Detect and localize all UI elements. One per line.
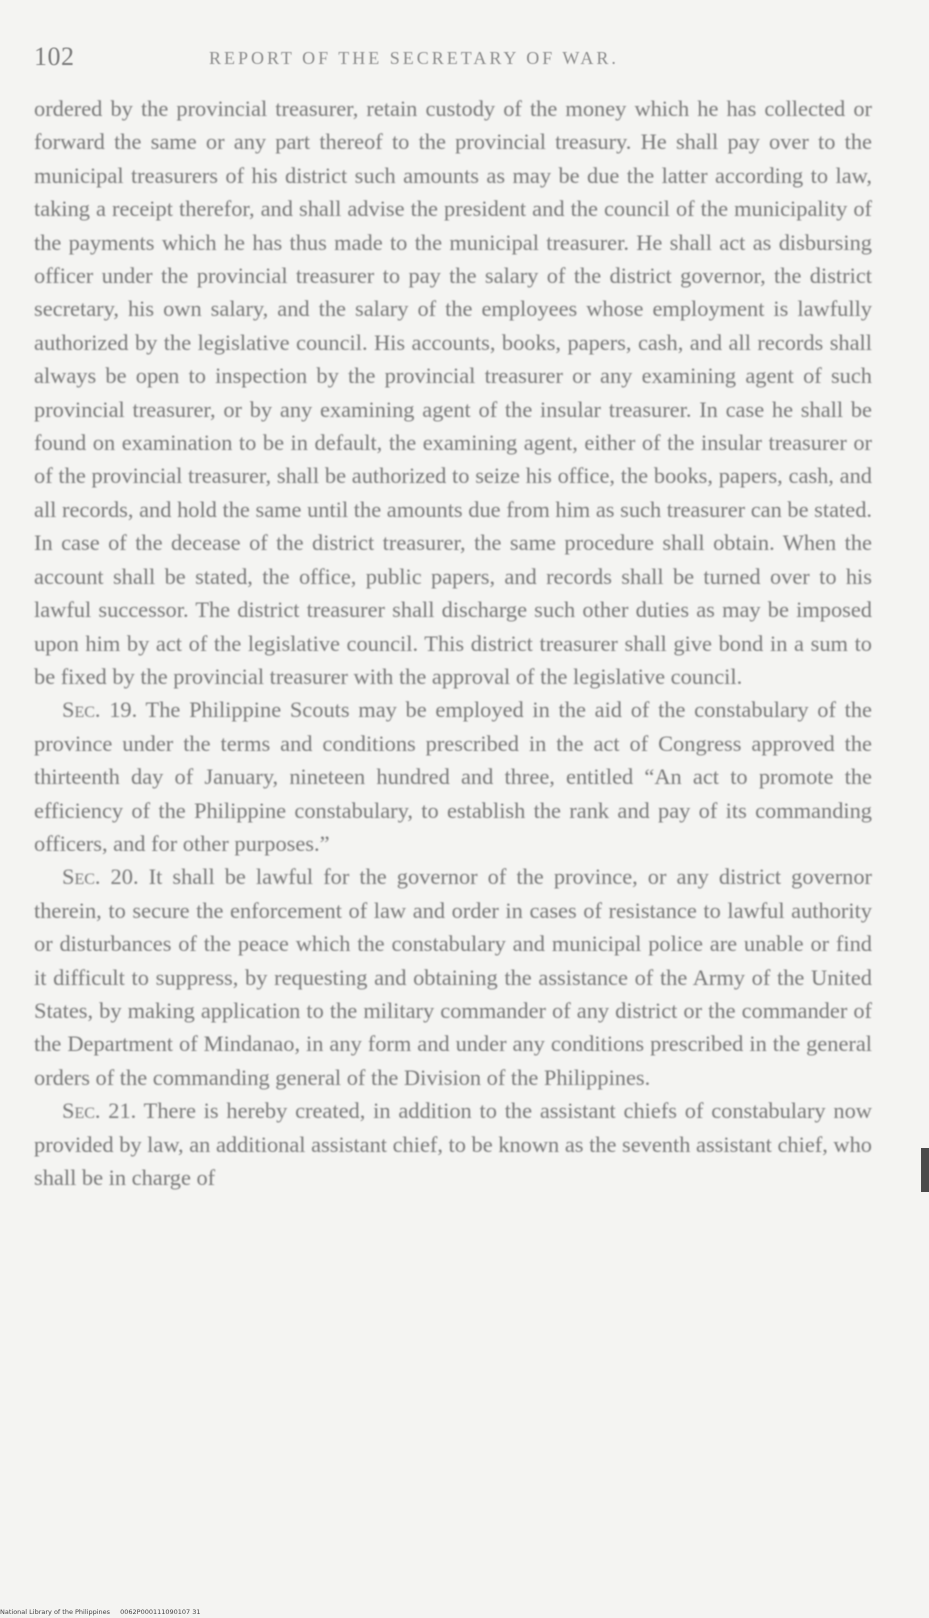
section-label: Sec. 19.: [62, 697, 138, 723]
page-header: [34, 38, 884, 78]
paragraph-text: There is hereby created, in addition to the assistant chiefs of constabulary now provided by law, an additional assistant chief, to be known as the seventh assistant chief, who shall be in charge of: [34, 1098, 872, 1190]
scan-edge-mark: [921, 1148, 929, 1192]
paragraph-sec-20: [34, 860, 872, 1094]
paragraph-sec-19: [34, 693, 872, 860]
section-label: Sec. 21.: [62, 1098, 137, 1124]
footer-id: 0062P000111090107 31: [120, 1608, 201, 1616]
scan-footer: [0, 1608, 209, 1616]
page-number: 102: [34, 42, 75, 71]
paragraph-text: It shall be lawful for the governor of the province, or any district governor therein, to secure the enforcement of law and order in cases of resistance to lawful authority or disturbances of the peace which the constabulary and municipal police are unable or find it difficult to suppress, by requesting and obtaining the assistance of the Army of the United States, by making application to the military commander of any district or the commander of the Department of Mindanao, in any form and under any conditions prescribed in the general orders of the commanding general of the Division of the Philippines.: [34, 864, 872, 1090]
footer-source: National Library of the Philippines: [0, 1608, 111, 1616]
paragraph-continuation: [34, 92, 872, 693]
paragraph-text: ordered by the provincial treasurer, retain custody of the money which he has collected or forward the same or any part thereof to the provincial treasury. He shall pay over to the municipal treasurers of his district such amounts as may be due the latter according to law, taking a receipt therefor, and shall advise the president and the council of the municipality of the payments which he has thus made to the municipal treasurer. He shall act as disbursing officer under the provincial treasurer to pay the salary of the district governor, the district secretary, his own salary, and the salary of the employees whose employment is lawfully authorized by the legislative council. His accounts, books, papers, cash, and all records shall always be open to inspection by the provincial treasurer or any examining agent of such provincial treasurer, or by any examining agent of the insular treasurer. In case he shall be found on examination to be in default, the examining agent, either of the insular treasurer or of the provincial treasurer, shall be authorized to seize his office, the books, papers, cash, and all records, and hold the same until the amounts due from him as such treasurer can be stated. In case of the decease of the district treasurer, the same procedure shall obtain. When the account shall be stated, the office, public papers, and records shall be turned over to his lawful successor. The district treasurer shall discharge such other duties as may be imposed upon him by act of the legislative council. This district treasurer shall give bond in a sum to be fixed by the provincial treasurer with the approval of the legislative council.: [34, 96, 872, 689]
paragraph-sec-21: [34, 1094, 872, 1194]
running-head: REPORT OF THE SECRETARY OF WAR.: [209, 48, 619, 68]
body-text: [34, 92, 872, 1194]
section-label: Sec. 20.: [62, 864, 139, 890]
paragraph-text: The Philippine Scouts may be employed in the aid of the constabulary of the province under the terms and conditions prescribed in the act of Congress approved the thirteenth day of January, nineteen hundred and three, entitled “An act to promote the efficiency of the Philippine constabulary, to establish the rank and pay of its commanding officers, and for other purposes.”: [34, 697, 872, 856]
